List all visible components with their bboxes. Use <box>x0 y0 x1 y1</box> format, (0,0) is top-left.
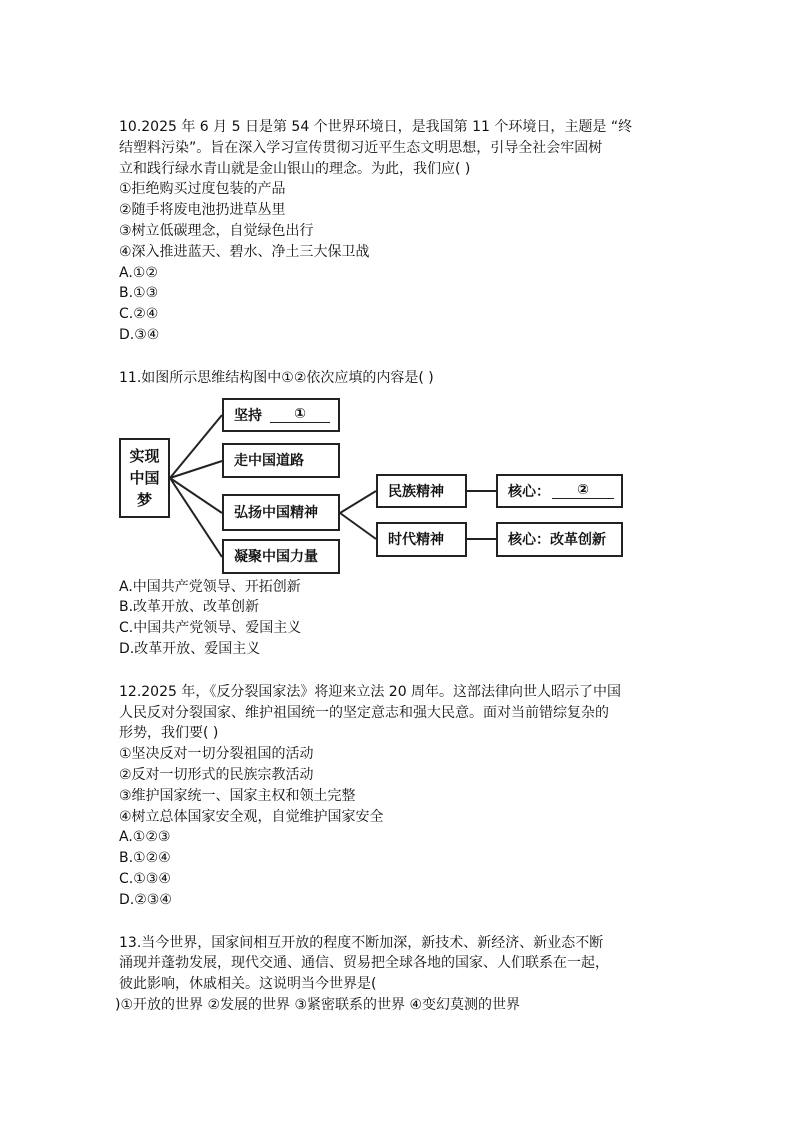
q12-stem-line: 形势，我们要( ) <box>119 725 219 742</box>
q12-option-b[interactable]: B.①②④ <box>119 850 171 867</box>
question-11 <box>119 368 679 660</box>
q10-item: ④深入推进蓝天、碧水、净土三大保卫战 <box>119 243 370 260</box>
q12-option-a[interactable]: A.①②③ <box>119 829 171 846</box>
root-line: 梦 <box>136 490 152 509</box>
question-13 <box>115 933 679 1016</box>
q10-item: ②随手将废电池扔进草丛里 <box>119 202 286 219</box>
q11-option-d[interactable]: D.改革开放、爱国主义 <box>119 640 261 657</box>
q12-stem-line: 人民反对分裂国家、维护祖国统一的坚定意志和强大民意。面对当前错综复杂的 <box>119 704 609 721</box>
q10-option-a[interactable]: A.①② <box>119 264 158 281</box>
q12-stem-line: 12.2025 年，《反分裂国家法》将迎来立法 20 周年。这部法律向世人昭示了中国 <box>119 683 622 700</box>
q12-option-d[interactable]: D.②③④ <box>119 891 172 908</box>
box-core-reform <box>496 522 623 557</box>
q13-stem-line: 彼此影响，休戚相关。这说明当今世界是( <box>119 976 377 993</box>
branch-china-road <box>222 443 340 478</box>
branch-adhere <box>222 398 340 432</box>
q12-option-c[interactable]: C.①③④ <box>119 870 171 887</box>
q13-stem-line: )①开放的世界 ②发展的世界 ③紧密联系的世界 ④变幻莫测的世界 <box>115 996 521 1013</box>
mind-map-diagram <box>119 395 649 571</box>
blank-1: ① <box>270 406 330 423</box>
branch-label: 弘扬中国精神 <box>234 505 318 522</box>
question-12 <box>119 682 679 911</box>
q13-stem-line: 13.当今世界，国家间相互开放的程度不断加深，新技术、新经济、新业态不断 <box>119 934 604 951</box>
q10-stem-line: 10.2025 年 6 月 5 日是第 54 个世界环境日，是我国第 11 个环境日，主题是 “终 <box>119 119 633 135</box>
box-era-spirit <box>376 522 467 557</box>
spirit-label: 时代精神 <box>388 532 444 549</box>
branch-label: 凝聚中国力量 <box>234 549 318 566</box>
spirit-label: 民族精神 <box>388 483 444 500</box>
q12-item: ②反对一切形式的民族宗教活动 <box>119 766 314 783</box>
q10-option-b[interactable]: B.①③ <box>119 285 159 302</box>
q11-stem: 11.如图所示思维结构图中①②依次应填的内容是( ) <box>119 369 434 386</box>
q12-item: ④树立总体国家安全观，自觉维护国家安全 <box>119 808 384 825</box>
q11-option-c[interactable]: C.中国共产党领导、爱国主义 <box>119 620 302 637</box>
q10-stem-line: 立和践行绿水青山就是金山银山的理念。为此，我们应( ) <box>119 160 471 177</box>
box-national-spirit <box>376 474 467 508</box>
q12-item: ①坚决反对一切分裂祖国的活动 <box>119 746 314 763</box>
q10-item: ①拒绝购买过度包装的产品 <box>119 181 286 198</box>
root-line: 中国 <box>129 468 160 487</box>
branch-china-spirit <box>222 494 340 531</box>
q10-option-c[interactable]: C.②④ <box>119 306 159 323</box>
q11-option-a[interactable]: A.中国共产党领导、开拓创新 <box>119 578 301 595</box>
branch-china-strength <box>222 539 340 574</box>
exam-page <box>115 117 679 1016</box>
q11-option-b[interactable]: B.改革开放、改革创新 <box>119 599 260 616</box>
branch-label: 坚持 <box>234 407 262 424</box>
q13-stem-line: 涌现并蓬勃发展，现代交通、通信、贸易把全球各地的国家、人们联系在一起， <box>119 955 609 972</box>
diagram-root-china-dream <box>119 438 170 518</box>
core-label: 核心：改革创新 <box>508 532 606 549</box>
question-10 <box>119 117 679 346</box>
root-line: 实现 <box>129 446 160 465</box>
q10-option-d[interactable]: D.③④ <box>119 326 160 343</box>
branch-label: 走中国道路 <box>234 453 304 470</box>
q10-stem-line: 结塑料污染”。旨在深入学习宣传贯彻习近平生态文明思想，引导全社会牢固树 <box>119 139 603 156</box>
core-prefix: 核心： <box>508 483 550 500</box>
box-core-blank <box>496 474 623 508</box>
q12-item: ③维护国家统一、国家主权和领土完整 <box>119 787 356 804</box>
blank-2: ② <box>552 482 614 499</box>
q10-item: ③树立低碳理念，自觉绿色出行 <box>119 222 314 239</box>
